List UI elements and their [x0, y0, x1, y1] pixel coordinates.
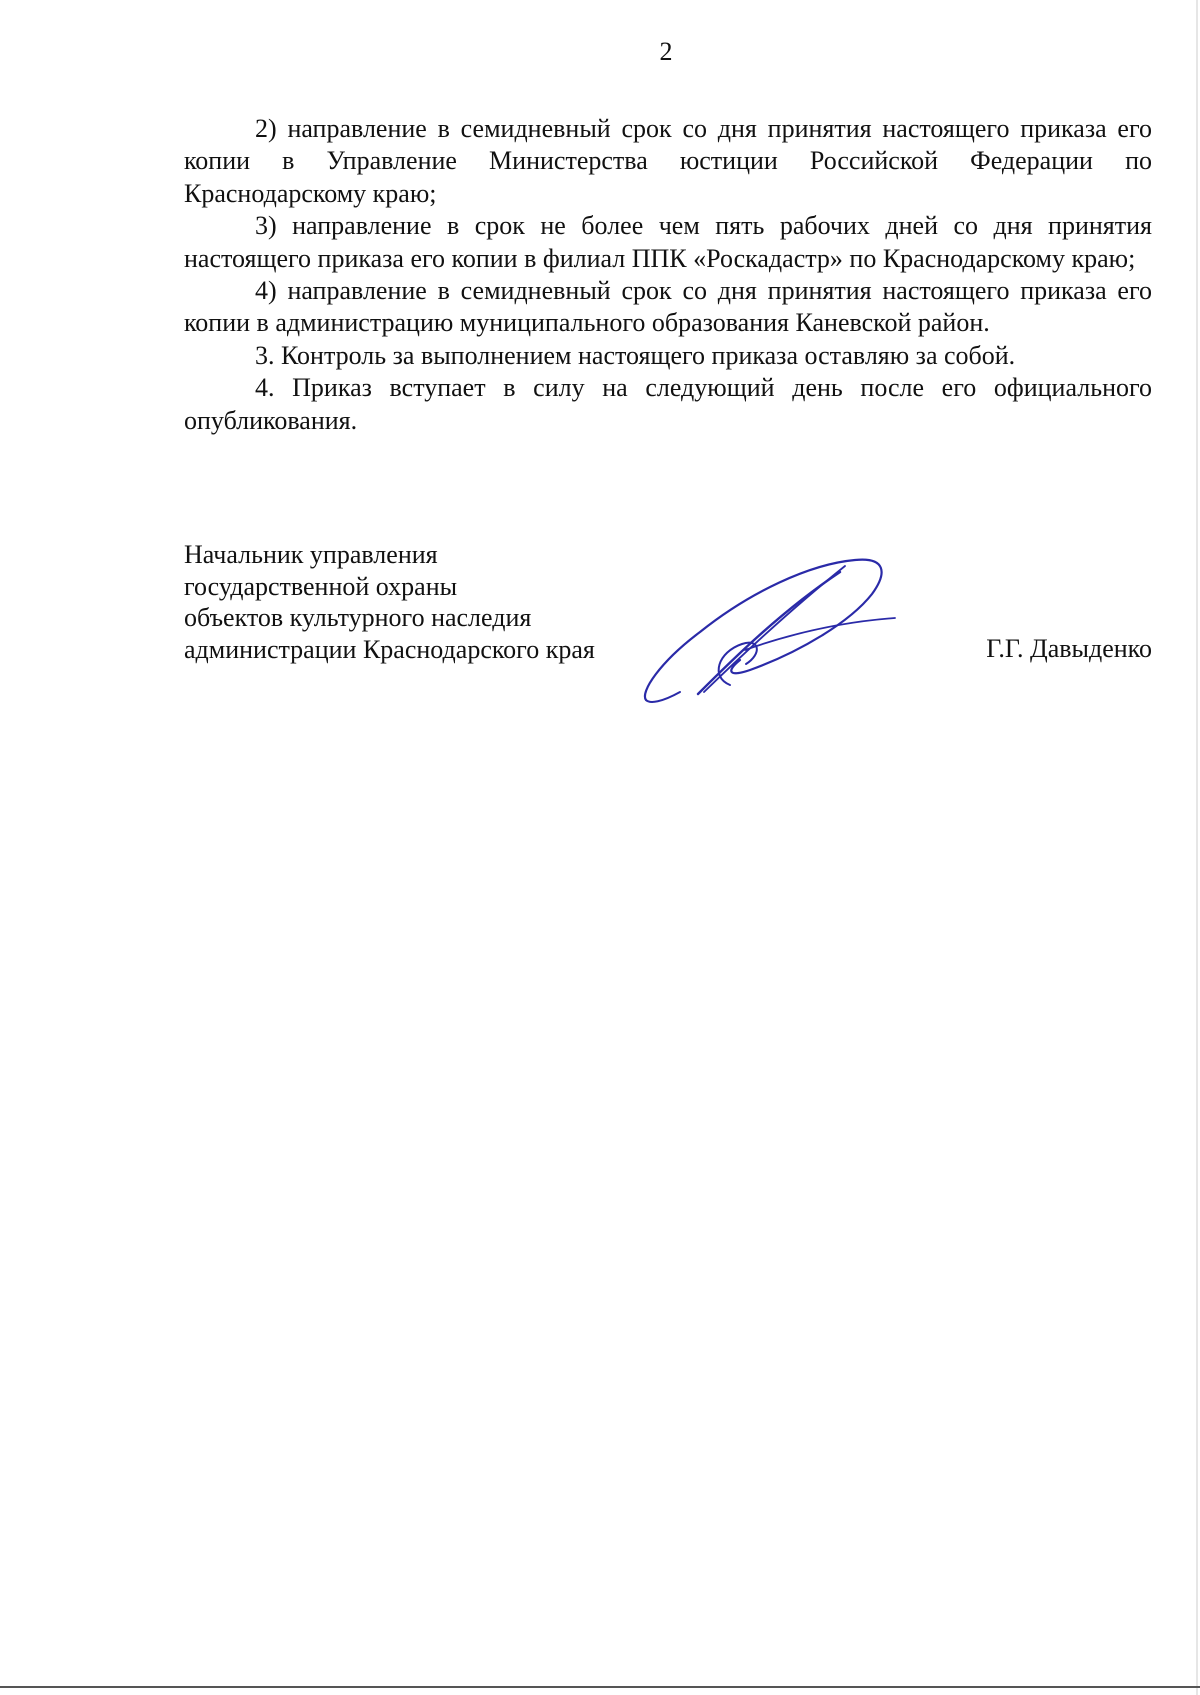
position-line: объектов культурного наследия [184, 603, 532, 632]
paragraph-clause-3: 3. Контроль за выполнением настоящего приказа оставляю за собой. [255, 340, 1016, 370]
scan-edge-right [1196, 0, 1198, 1695]
paragraph-clause-4: 4. Приказ вступает в силу на следующий день после его официального опубликования. [184, 373, 1152, 435]
scan-edge-bottom [0, 1686, 1200, 1688]
position-line: государственной охраны [184, 571, 458, 601]
handwritten-signature [640, 552, 900, 717]
paragraph-item-2: 2) направление в семидневный срок со дня принятия настоящего приказа его копии в Управление Министерства юстиции Российской Федерации по Краснодарскому краю; [184, 114, 1152, 208]
signer-name: Г.Г. Давыденко [986, 634, 1152, 663]
page-number: 2 [659, 37, 673, 66]
position-line: Начальник управления [184, 540, 438, 569]
paragraph-item-3: 3) направление в срок не более чем пять рабочих дней со дня принятия настоящего приказа его копии в филиал ППК «Роскадастр» по Краснодарскому краю; [184, 211, 1152, 273]
position-line: администрации Краснодарского края [184, 634, 595, 664]
document-body [184, 113, 1152, 437]
paragraph-item-4: 4) направление в семидневный срок со дня принятия настоящего приказа его копии в администрацию муниципального образования Каневской район. [184, 276, 1152, 338]
